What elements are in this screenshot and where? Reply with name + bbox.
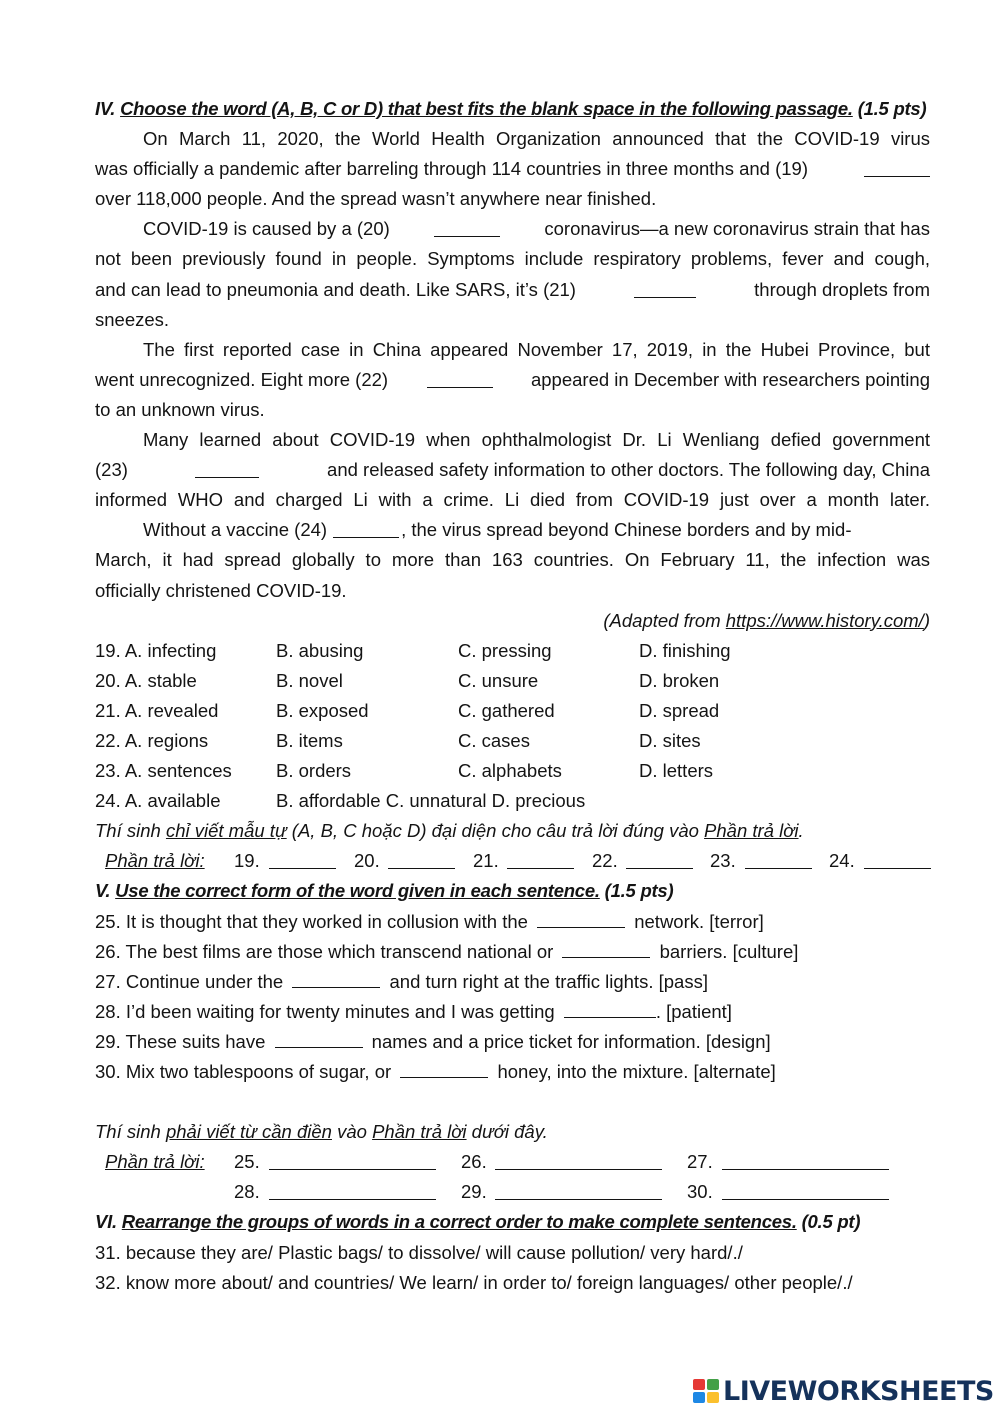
- answer-blank-30[interactable]: [722, 1184, 889, 1200]
- answer-blank-27[interactable]: [722, 1154, 889, 1170]
- blank-26[interactable]: [562, 942, 650, 958]
- blank-30[interactable]: [400, 1062, 488, 1078]
- word-form-question: 27. Continue under the and turn right at the traffic lights. [pass]: [95, 970, 708, 992]
- passage-line: The first reported case in China appeared November 17, 2019, in the Hubei Province, but: [143, 338, 930, 360]
- answer-blank-24[interactable]: [864, 853, 931, 869]
- option-d[interactable]: D. finishing: [639, 639, 731, 661]
- answer-row: 28. 29. 30.: [95, 1177, 930, 1207]
- section-instruction: Choose the word (A, B, C or D) that best fits the blank space in the following passage.: [120, 98, 853, 119]
- option-a[interactable]: 19. A. infecting: [95, 639, 217, 661]
- blank-24[interactable]: [333, 522, 399, 538]
- question-row: [95, 666, 930, 696]
- blank-23[interactable]: [195, 462, 259, 478]
- passage-line: over 118,000 people. And the spread wasn’t anywhere near finished.: [95, 188, 657, 210]
- section-5-heading: [95, 876, 930, 906]
- option-d[interactable]: D. sites: [639, 729, 701, 751]
- word-form-question: 29. These suits have names and a price ticket for information. [design]: [95, 1030, 771, 1052]
- passage-line: to an unknown virus.: [95, 398, 265, 420]
- blank-29[interactable]: [275, 1032, 363, 1048]
- passage-line: sneezes.: [95, 308, 170, 330]
- option-a[interactable]: 20. A. stable: [95, 669, 197, 691]
- rearrange-question: 32. know more about/ and countries/ We learn/ in order to/ foreign languages/ other people/./: [95, 1271, 853, 1293]
- answer-instruction: Thí sinh phải viết từ cần điền vào Phần trả lời dưới đây.: [95, 1121, 548, 1143]
- passage-line: not been previously found in people. Symptoms include respiratory problems, fever and cough,: [95, 248, 930, 270]
- section-number: V.: [95, 880, 111, 902]
- option-a[interactable]: 23. A. sentences: [95, 760, 232, 782]
- option-b-c-d[interactable]: B. affordable C. unnatural D. precious: [276, 790, 586, 812]
- source-link[interactable]: https://www.history.com/: [725, 609, 924, 631]
- answer-blank-22[interactable]: [626, 853, 693, 869]
- blank-25[interactable]: [537, 912, 625, 928]
- answer-blank-20[interactable]: [388, 853, 455, 869]
- section-instruction: Rearrange the groups of words in a correct order to make complete sentences.: [121, 1211, 797, 1233]
- source-citation: (Adapted from https://www.history.com/): [603, 609, 930, 631]
- answer-label: Phần trả lời:: [105, 1151, 205, 1173]
- options-list: [95, 636, 930, 817]
- option-d[interactable]: D. broken: [639, 669, 720, 691]
- question-row: [95, 786, 930, 816]
- option-c[interactable]: C. unsure: [458, 669, 539, 691]
- answer-label: Phần trả lời:: [105, 850, 205, 872]
- passage-line: informed WHO and charged Li with a crime. Li died from COVID-19 just over a month later.: [95, 489, 930, 511]
- word-form-question: 26. The best films are those which transcend national or barriers. [culture]: [95, 940, 799, 962]
- answer-blank-26[interactable]: [495, 1154, 662, 1170]
- option-c[interactable]: C. alphabets: [458, 760, 562, 782]
- option-c[interactable]: C. pressing: [458, 639, 552, 661]
- logo-grid-icon: [693, 1379, 719, 1403]
- option-c[interactable]: C. gathered: [458, 699, 555, 721]
- section-number: VI.: [95, 1211, 117, 1233]
- section-points: (1.5 pts): [857, 98, 927, 119]
- logo-text: LIVEWORKSHEETS: [723, 1375, 994, 1407]
- section-instruction: Use the correct form of the word given in each sentence.: [115, 880, 600, 902]
- section-6-heading: [95, 1207, 930, 1237]
- liveworksheets-logo[interactable]: [693, 1376, 994, 1406]
- option-a[interactable]: 22. A. regions: [95, 729, 209, 751]
- option-c[interactable]: C. cases: [458, 729, 530, 751]
- answer-blank-23[interactable]: [745, 853, 812, 869]
- question-row: [95, 726, 930, 756]
- blank-20[interactable]: [434, 221, 500, 237]
- section-number: IV.: [95, 98, 116, 119]
- section-points: (0.5 pt): [801, 1211, 861, 1233]
- answer-blank-29[interactable]: [495, 1184, 662, 1200]
- question-row: [95, 696, 930, 726]
- answer-blank-19[interactable]: [269, 853, 336, 869]
- passage-line: Many learned about COVID-19 when ophthalmologist Dr. Li Wenliang defied government: [143, 429, 930, 451]
- question-row: [95, 756, 930, 786]
- passage-line: (23) and released safety information to other doctors. The following day, China: [95, 459, 930, 481]
- option-b[interactable]: B. abusing: [276, 639, 364, 661]
- word-form-question: 30. Mix two tablespoons of sugar, or honey, into the mixture. [alternate]: [95, 1061, 776, 1082]
- worksheet-page: [95, 94, 930, 1298]
- answer-row: Phần trả lời: 19. 20. 21. 22. 23. 24.: [95, 846, 930, 876]
- blank-27[interactable]: [292, 972, 380, 988]
- answer-blank-28[interactable]: [269, 1184, 436, 1200]
- option-b[interactable]: B. exposed: [276, 699, 369, 721]
- question-row: [95, 636, 930, 666]
- passage-line: On March 11, 2020, the World Health Organization announced that the COVID-19 virus: [143, 128, 930, 150]
- option-a[interactable]: 21. A. revealed: [95, 699, 219, 721]
- blank-22[interactable]: [427, 372, 493, 388]
- option-b[interactable]: B. novel: [276, 669, 343, 691]
- blank-21[interactable]: [634, 282, 696, 298]
- option-a[interactable]: 24. A. available: [95, 790, 221, 812]
- option-b[interactable]: B. items: [276, 729, 343, 751]
- rearrange-question: 31. because they are/ Plastic bags/ to dissolve/ will cause pollution/ very hard/./: [95, 1241, 743, 1263]
- option-d[interactable]: D. letters: [639, 760, 714, 782]
- passage-line: and can lead to pneumonia and death. Like SARS, it’s (21) through droplets from: [95, 278, 930, 300]
- word-form-question: 28. I’d been waiting for twenty minutes and I was getting . [patient]: [95, 1000, 732, 1022]
- answer-instruction: Thí sinh chỉ viết mẫu tự (A, B, C hoặc D) đại diện cho câu trả lời đúng vào Phần trả lời.: [95, 820, 804, 842]
- answer-blank-25[interactable]: [269, 1154, 436, 1170]
- option-d[interactable]: D. spread: [639, 699, 720, 721]
- passage-line: was officially a pandemic after barreling through 114 countries in three months and (19): [95, 154, 930, 184]
- passage-line: March, it had spread globally to more than 163 countries. On February 11, the infection was: [95, 549, 930, 571]
- passage-line: officially christened COVID-19.: [95, 579, 347, 601]
- section-points: (1.5 pts): [604, 880, 674, 902]
- option-b[interactable]: B. orders: [276, 760, 352, 782]
- blank-28[interactable]: [564, 1002, 656, 1018]
- answer-row: Phần trả lời: 25. 26. 27.: [95, 1147, 930, 1177]
- passage-line: went unrecognized. Eight more (22) appeared in December with researchers pointing: [95, 368, 930, 390]
- passage-line: Without a vaccine (24) , the virus spread beyond Chinese borders and by mid-: [143, 519, 852, 541]
- answer-blank-21[interactable]: [507, 853, 574, 869]
- passage-line: COVID-19 is caused by a (20) coronavirus—a new coronavirus strain that has: [143, 218, 930, 240]
- blank-19[interactable]: [864, 161, 930, 177]
- word-form-question: 25. It is thought that they worked in collusion with the network. [terror]: [95, 910, 764, 932]
- section-4-heading: [95, 94, 930, 124]
